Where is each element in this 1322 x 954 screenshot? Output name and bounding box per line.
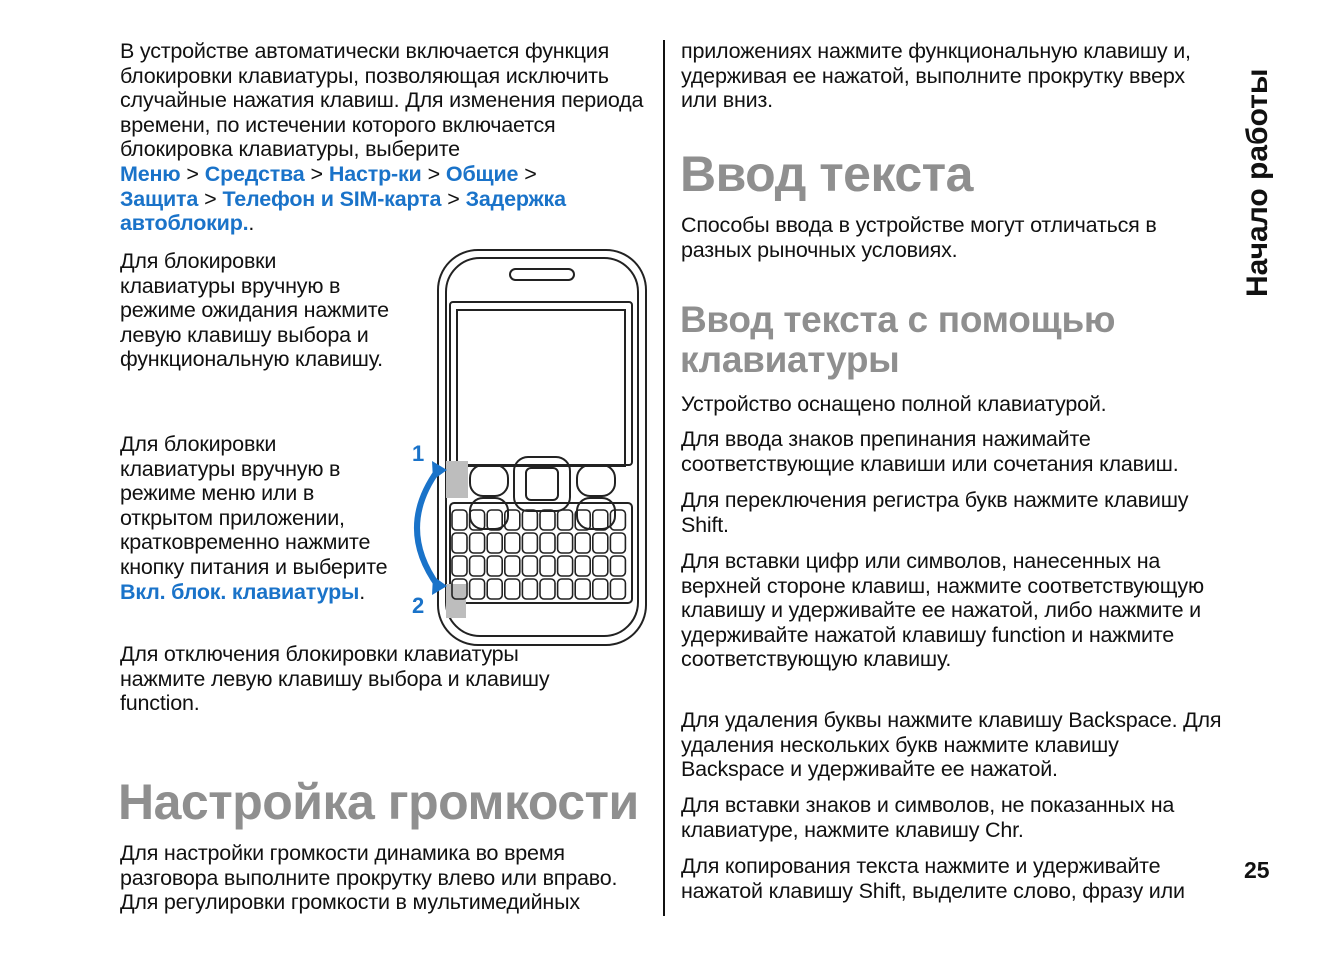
callout-arrow-top [432,461,447,480]
menu-path-separator: > [447,186,460,211]
menu-path-item[interactable]: Защита [120,186,199,211]
keyboard-key [610,510,625,530]
keyboard-paragraph: Для удаления буквы нажмите клавишу Backspace. Для удаления нескольких букв нажмите клавишу Backspace и удерживайте ее нажатой. [681,708,1222,782]
keyboard-key [575,533,590,553]
keyboard-key [522,510,537,530]
keyboard-input-heading: Ввод текста с помощью клавиатуры [680,299,1116,380]
callout-arrow-bottom [432,576,447,595]
lock-keypad-link[interactable]: Вкл. блок. клавиатуры [120,579,360,604]
unlock-paragraph: Для отключения блокировки клавиатуры нажмите левую клавишу выбора и клавишу function. [120,642,550,716]
keyboard-key [575,556,590,576]
keyboard-key [558,579,573,599]
keyboard-key [593,510,608,530]
keyboard-key [610,556,625,576]
lock-menu-text: Для блокировки клавиатуры вручную в режиме меню или в открытом приложении, кратковременно нажмите кнопку питания и выберите [120,432,388,579]
keyboard-key [522,579,537,599]
keyboard-paragraph: Для вставки цифр или символов, нанесенных на верхней стороне клавиш, нажмите соответствующую клавишу и удерживайте ее нажатой, либо нажмите и удерживайте нажатой клавишу function и нажмите соответствующую клавишу. [681,549,1204,672]
keyboard-key [558,556,573,576]
keyboard-key [558,533,573,553]
keyboard-key [540,579,555,599]
keyboard-key [487,579,502,599]
callout-arc [417,470,438,586]
text-input-intro: Способы ввода в устройстве могут отличаться в разных рыночных условиях. [681,213,1157,262]
keyboard-key [487,556,502,576]
phone-navi-center [526,468,558,500]
keyboard-key [470,533,485,553]
left-select-key-highlight [446,461,468,498]
intro-paragraph [120,39,655,236]
function-key-highlight [446,584,466,618]
menu-path-end: . [248,211,255,236]
keyboard-key [593,579,608,599]
keyboard-paragraph: Устройство оснащено полной клавиатурой. [681,392,1107,416]
keyboard-key [522,533,537,553]
page-number: 25 [1244,857,1270,883]
lock-menu-end: . [359,579,365,604]
keyboard-paragraph: Для ввода знаков препинания нажимайте соответствующие клавиши или сочетания клавиш. [681,427,1179,476]
keyboard-key [610,533,625,553]
continued-paragraph: приложениях нажмите функциональную клавишу и, удерживая ее нажатой, выполните прокрутку вверх или вниз. [681,39,1191,113]
phone-screen-frame [450,302,632,465]
text-input-heading: Ввод текста [680,146,973,202]
menu-path-separator: > [186,161,199,186]
keyboard-key [470,579,485,599]
keyboard-key [470,556,485,576]
menu-path-separator: > [310,161,323,186]
phone-keypad-illustration [400,248,660,648]
menu-path-separator: > [524,161,537,186]
keyboard-key [522,556,537,576]
keyboard-key [593,556,608,576]
keyboard-key [593,533,608,553]
keyboard-key [452,556,467,576]
keyboard-key [540,556,555,576]
keyboard-key [540,533,555,553]
phone-left-key [470,465,508,496]
intro-text: В устройстве автоматически включается функция блокировки клавиатуры, позволяющая исключить случайные нажатия клавиш. Для изменения периода времени, по истечении которого включается блокировка клавиатуры, выберите [120,39,644,162]
keyboard-key [540,510,555,530]
lock-menu-paragraph [120,432,395,604]
phone-screen [457,310,625,466]
menu-path-separator: > [204,186,217,211]
lock-standby-paragraph: Для блокировки клавиатуры вручную в режиме ожидания нажмите левую клавишу выбора и функциональную клавишу. [120,249,389,372]
column-divider [663,40,665,916]
menu-path-item[interactable]: Задержка автоблокир. [120,186,566,236]
menu-path-item[interactable]: Средства [204,161,305,186]
keyboard-paragraph: Для переключения регистра букв нажмите клавишу Shift. [681,488,1189,537]
chapter-side-title: Начало работы [1241,68,1274,297]
keyboard-key [487,533,502,553]
keyboard-key [505,579,520,599]
callout-2-label: 2 [412,593,425,618]
keyboard-key [610,579,625,599]
menu-path-separator: > [427,161,440,186]
keyboard-paragraph: Для вставки знаков и символов, не показанных на клавиатуре, нажмите клавишу Chr. [681,793,1175,842]
menu-path-item[interactable]: Меню [120,161,181,186]
keyboard-key [558,510,573,530]
phone-earpiece [510,269,574,280]
keyboard-key [505,533,520,553]
keyboard-key [575,579,590,599]
volume-heading: Настройка громкости [118,774,639,830]
volume-paragraph: Для настройки громкости динамика во время разговора выполните прокрутку влево или вправо. Для регулировки громкости в мультимедийных [120,841,618,915]
menu-path-item[interactable]: Телефон и SIM-карта [222,186,442,211]
keyboard-key [452,533,467,553]
menu-path-item[interactable]: Общие [445,161,519,186]
keyboard-key [452,510,467,530]
phone-right-key [577,465,615,496]
menu-path-item[interactable]: Настр-ки [328,161,422,186]
keyboard-paragraph: Для копирования текста нажмите и удерживайте нажатой клавишу Shift, выделите слово, фразу или [681,854,1185,903]
callout-1-label: 1 [412,441,425,466]
keyboard-key [505,556,520,576]
